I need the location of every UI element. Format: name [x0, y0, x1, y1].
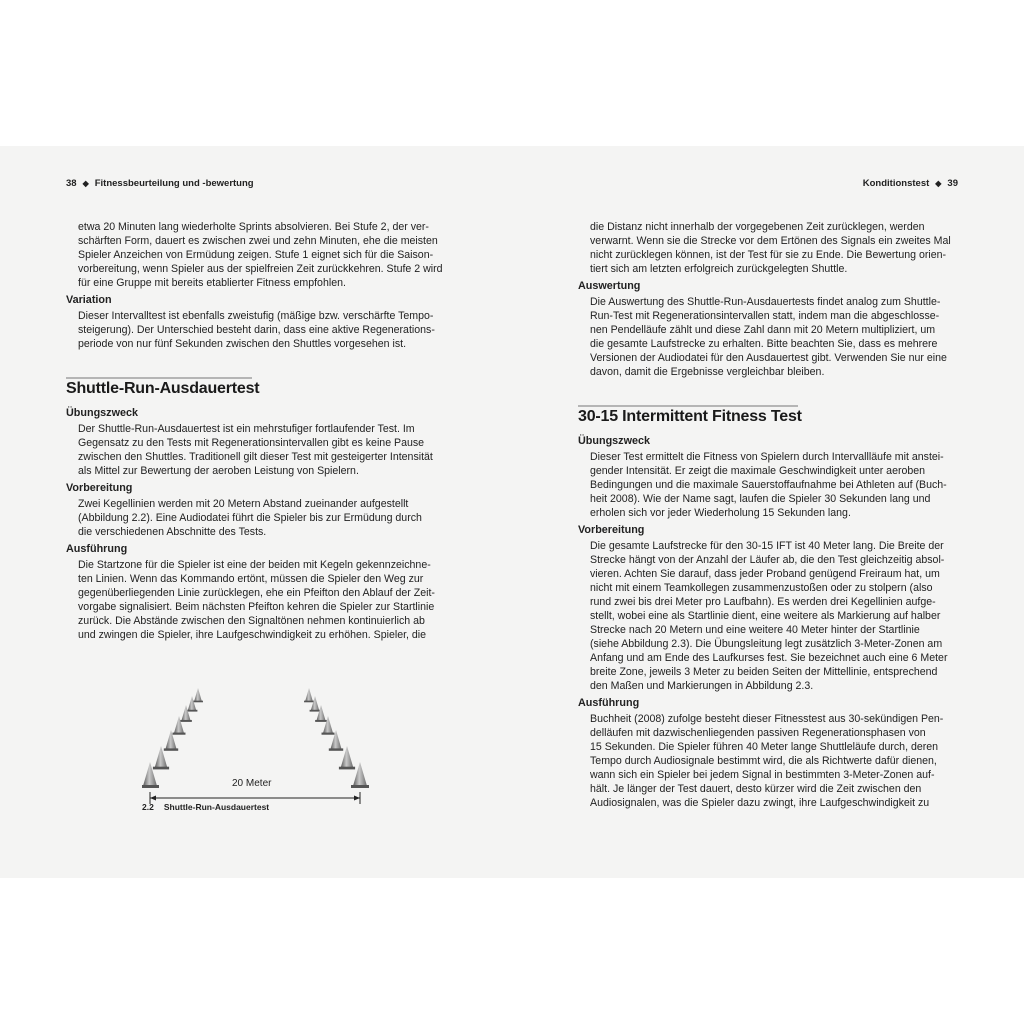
right-cone-line: [304, 688, 369, 788]
left-intro-paragraph: etwa 20 Minuten lang wiederholte Sprints absolvieren. Bei Stufe 2, der ver- schärften Form, dauert es zwischen zwei und zehn Minuten, ehe die meisten Spieler Anzeichen von Ermüdung zeigen. Stufe 1 eignet sich für die Saison- vorbereitung, wenn Spieler aus der spielfreien Zeit zurückkehren. Stufe 2 wird für eine Gruppe mit bereits etablierter Fitness empfohlen.: [78, 221, 443, 289]
diamond-icon: ◆: [82, 179, 89, 188]
left-running-header: [66, 178, 254, 189]
left-cone-line: [142, 688, 203, 788]
section-rule: [578, 405, 798, 407]
left-header-title: Fitnessbeurteilung und -bewertung: [94, 178, 254, 189]
left-page-number: 38: [66, 178, 77, 189]
section-heading-block: [578, 405, 963, 424]
right-page: [512, 146, 1024, 878]
vorbereitung-heading: Vorbereitung: [578, 524, 645, 536]
right-running-header: [863, 178, 958, 189]
variation-text: Dieser Intervalltest ist ebenfalls zweistufig (mäßige bzw. verschärfte Tempo- steigerung). Der Unterschied besteht darin, dass eine aktive Regenerations- periode von nur fünf Sekunden zwischen den Shuttles vorgesehen ist.: [78, 310, 435, 350]
ausfuehrung-text: Die Startzone für die Spieler ist eine der beiden mit Kegeln gekennzeichne- ten Linien. Wenn das Kommando ertönt, müssen die Spieler den Weg zur gegenüberliegenden Linie zurücklegen, ehe ein Pfeifton den Ablauf der Zeit- vorgabe signalisiert. Beim nächsten Pfeifton kehren die Spieler zur Startlinie zurück. Die Abstände zwischen den Signaltönen nehmen kontinuierlich ab und zwingen die Spieler, ihre Laufgeschwindigkeit zu erhöhen. Spieler, die: [78, 559, 435, 641]
ausfuehrung-text: Buchheit (2008) zufolge besteht dieser Fitnesstest aus 30-sekündigen Pen- delläufen mit dazwischenliegenden passiven Regenerationsphasen von 15 Sekunden. Die Spieler führen 40 Meter lange Shuttleläufe durch, deren Tempo durch Audiosignale bestimmt wird, die als Richtwerte dafür dienen, wann sich ein Spieler bei jedem Signal in bestimmten 3-Meter-Zonen auf- hält. Je länger der Test dauert, desto kürzer wird die Zeit zwischen den Audiosignalen, was die Spieler dazu zwingt, ihre Laufgeschwindigkeit zu: [590, 713, 944, 809]
right-page-body: [578, 220, 963, 810]
variation-heading: Variation: [66, 294, 112, 306]
distance-label: 20 Meter: [232, 778, 272, 789]
ausfuehrung-heading: Ausführung: [66, 543, 128, 555]
right-header-title: Konditionstest: [862, 178, 930, 189]
section-heading-block: [66, 377, 446, 396]
section-title: 30-15 Intermittent Fitness Test: [578, 408, 802, 425]
right-intro-paragraph: die Distanz nicht innerhalb der vorgegebenen Zeit zurücklegen, werden verwarnt. Wenn sie die Strecke vor dem Ertönen des Signals ein zweites Mal nicht zurücklegen können, ist der Test für sie zu Ende. Die Bewertung orien- tiert sich am letzten erfolgreich zurückgelegten Shuttle.: [590, 221, 951, 275]
left-page: [0, 146, 512, 878]
uebungszweck-heading: Übungszweck: [578, 435, 650, 447]
shuttle-run-figure: [142, 670, 382, 820]
vorbereitung-text: Zwei Kegellinien werden mit 20 Metern Abstand zueinander aufgestellt (Abbildung 2.2). Eine Audiodatei führt die Spieler bis zur Ermüdung durch die verschiedenen Abschnitte des Tests.: [78, 498, 422, 538]
diamond-icon: ◆: [935, 179, 942, 188]
section-title: Shuttle-Run-Ausdauertest: [66, 380, 260, 397]
cone-icon: [351, 762, 369, 788]
right-page-number: 39: [947, 178, 958, 189]
cone-icon: [193, 688, 203, 702]
vorbereitung-heading: Vorbereitung: [66, 482, 133, 494]
book-spread: [0, 146, 1024, 878]
uebungszweck-text: Dieser Test ermittelt die Fitness von Spielern durch Intervallläufe mit anstei- gender Intensität. Er zeigt die maximale Geschwindigkeit unter aeroben Bedingungen und die maximale Sauerstoffaufnahme bei Athleten auf (Buch- heit 2008). Wie der Name sagt, laufen die Spieler 30 Sekunden lang und erholen sich vor jeder Wiederholung 15 Sekunden lang.: [590, 451, 947, 519]
section-rule: [66, 377, 252, 379]
auswertung-heading: Auswertung: [578, 280, 641, 292]
left-page-body: [66, 220, 446, 642]
figure-caption-text: Shuttle-Run-Ausdauertest: [163, 802, 270, 812]
uebungszweck-heading: Übungszweck: [66, 407, 138, 419]
uebungszweck-text: Der Shuttle-Run-Ausdauertest ist ein mehrstufiger fortlaufender Test. Im Gegensatz zu den Tests mit Regenerationsintervallen gibt es keine Pause zwischen den Shuttles. Traditionell gilt dieser Test mit gesteigerter Intensität als Mittel zur Bewertung der aeroben Leistung von Spielern.: [78, 423, 433, 477]
auswertung-text: Die Auswertung des Shuttle-Run-Ausdauertests findet analog zum Shuttle- Run-Test mit Regenerationsintervallen statt, indem man die abgeschlosse- nen Pendelläufe zählt und diese Zahl dann mit 20 Metern multipliziert, um die gesamte Laufstrecke zu erhalten. Bitte beachten Sie, dass es mehrere Versionen der Audiodatei für den Ausdauertest gibt. Verwenden Sie nur eine davon, damit die Ergebnisse vergleichbar bleiben.: [590, 296, 947, 378]
vorbereitung-text: Die gesamte Laufstrecke für den 30-15 IFT ist 40 Meter lang. Die Breite der Strecke hängt von der Anzahl der Läufer ab, die den Test gleichzeitig absol- vieren. Achten Sie darauf, dass jeder Proband genügend Freiraum hat, um nicht mit einem Teamkollegen zusammenzustoßen oder zu stolpern (also rund zwei bis drei Meter pro Laufbahn). Es werden drei Kegellinien aufge- stellt, wobei eine als Startlinie dient, eine weitere als Markierung auf halber Strecke nach 20 Metern und eine weitere 40 Meter hinter der Startlinie (siehe Abbildung 2.3). Die Übungsleitung legt zusätzlich 3-Meter-Zonen am Anfang und am Ende des Laufkurses fest. Sie bezeichnet auch eine 6 Meter breite Zone, jeweils 3 Meter zu beiden Seiten der Mittellinie, entsprechend den Maßen und Markierungen in Abbildung 2.3.: [590, 540, 948, 692]
ausfuehrung-heading: Ausführung: [578, 697, 640, 709]
figure-number: 2.2: [142, 802, 154, 812]
cone-icon: [304, 688, 314, 702]
figure-caption: [142, 802, 269, 812]
